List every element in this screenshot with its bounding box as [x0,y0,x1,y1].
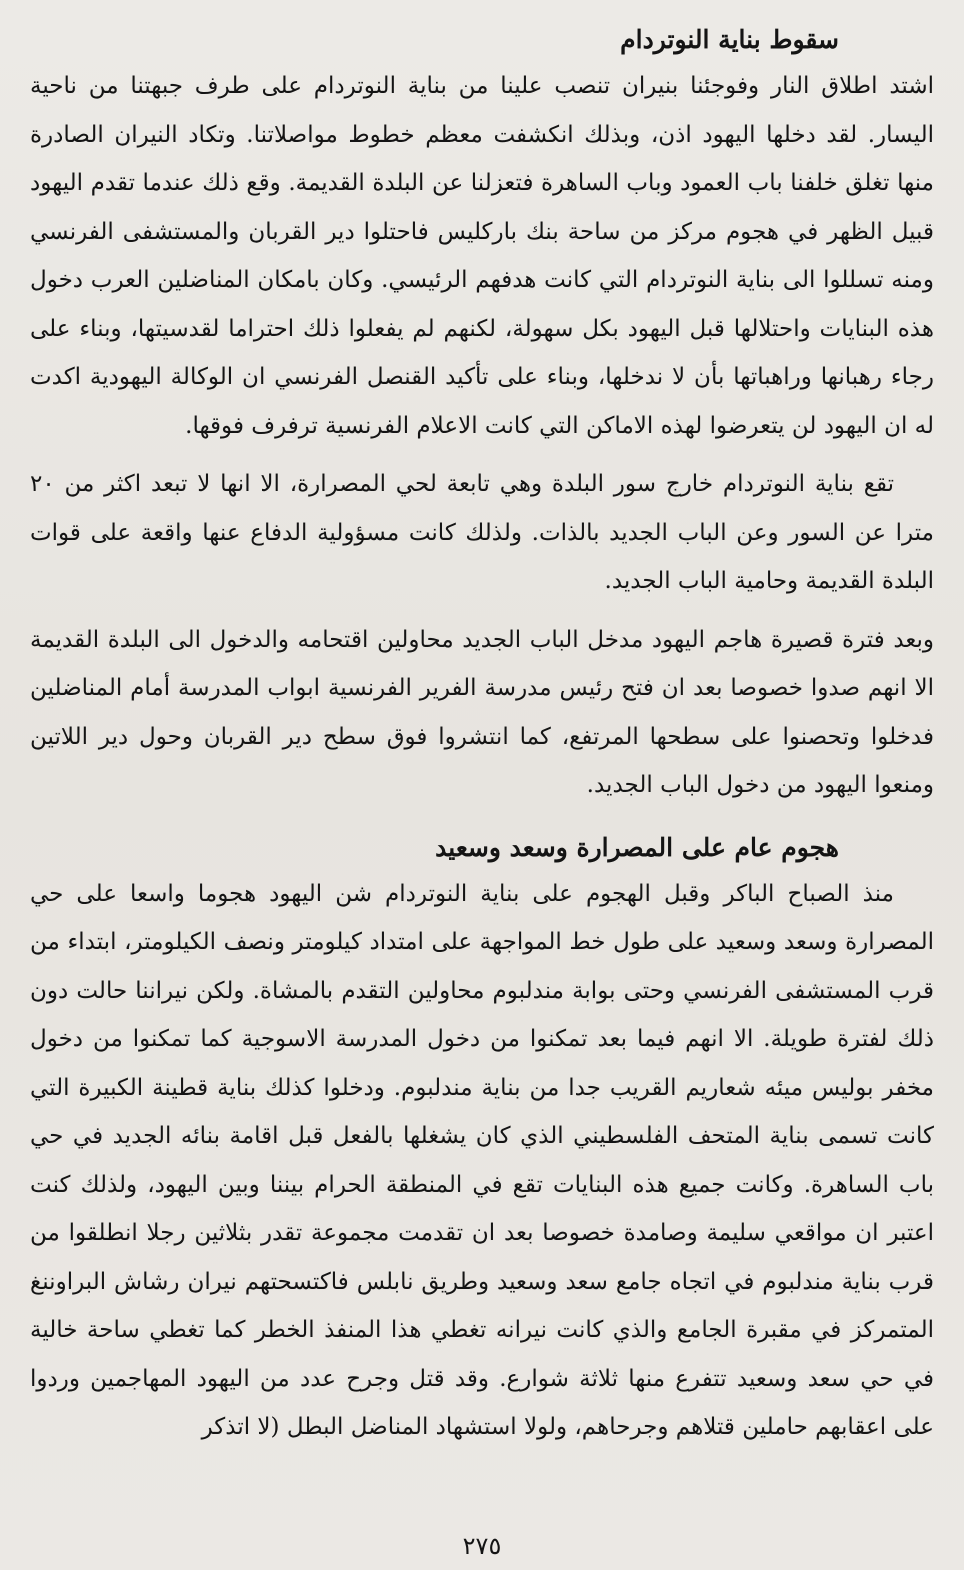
section-heading-general-attack: هجوم عام على المصرارة وسعد وسعيد [435,832,839,862]
paragraph: اشتد اطلاق النار وفوجئنا بنيران تنصب علينا من بناية النوتردام على طرف جبهتنا من ناحية اليسار. لقد دخلها اليهود اذن، وبذلك انكشفت معظم خطوط مواصلاتنا. وتكاد النيران الصادرة منها تغلق خلفنا باب العمود وباب الساهرة فتعزلنا عن البلدة القديمة. وقع ذلك عندما تقدم اليهود قبيل الظهر في هجوم مركز من ساحة بنك باركليس فاحتلوا دير القربان والمستشفى الفرنسي ومنه تسللوا الى بناية النوتردام التي كانت هدفهم الرئيسي. وكان بامكان المناضلين العرب دخول هذه البنايات واحتلالها قبل اليهود بكل سهولة، لكنهم لم يفعلوا ذلك احتراما لقدسيتها، وبناء على رجاء رهبانها وراهباتها بأن لا ندخلها، وبناء على تأكيد القنصل الفرنسي ان الوكالة اليهودية اكدت له ان اليهود لن يتعرضوا لهذه الاماكن التي كانت الاعلام الفرنسية ترفرف فوقها. [30,73,934,439]
page-number: ٢٧٥ [462,1532,502,1560]
paragraph: منذ الصباح الباكر وقبل الهجوم على بناية النوتردام شن اليهود هجوما واسعا على حي المصرارة وسعد وسعيد على طول خط المواجهة على امتداد كيلومتر ونصف الكيلومتر، ابتداء من قرب المستشفى الفرنسي وحتى بوابة مندلبوم محاولين التقدم بالمشاة. ولكن نيراننا حالت دون ذلك لفترة طويلة. الا انهم فيما بعد تمكنوا من دخول المدرسة الاسوجية كما تمكنوا من دخول مخفر بوليس ميئه شعاريم القريب جدا من بناية مندلبوم. ودخلوا كذلك بناية قطينة الكبيرة التي كانت تسمى بناية المتحف الفلسطيني الذي كان يشغلها بالفعل قبل اقامة بنائه الجديد في حي باب الساهرة. وكانت جميع هذه البنايات تقع في المنطقة الحرام بيننا وبين اليهود، ولذلك كنت اعتبر ان مواقعي سليمة وصامدة خصوصا بعد ان تقدمت مجموعة تقدر بثلاثين رجلا انطلقوا من قرب بناية مندلبوم في اتجاه جامع سعد وسعيد وطريق نابلس فاكتسحتهم نيران رشاش البراوننغ المتمركز في مقبرة الجامع والذي كانت نيرانه تغطي هذا المنفذ الخطر كما تغطي ساحة خالية في حي سعد وسعيد تتفرع منها ثلاثة شوارع. وقد قتل وجرح عدد من اليهود المهاجمين وردوا على اعقابهم حاملين قتلاهم وجرحاهم، ولولا استشهاد المناضل البطل (لا اتذكر [30,880,934,1440]
paragraph: وبعد فترة قصيرة هاجم اليهود مدخل الباب الجديد محاولين اقتحامه والدخول الى البلدة القديمة الا انهم صدوا خصوصا بعد ان فتح رئيس مدرسة الفرير الفرنسية ابواب المدرسة أمام المناضلين فدخلوا وتحصنوا على سطحها المرتفع، كما انتشروا فوق سطح دير القربان وحول دير اللاتين ومنعوا اليهود من دخول الباب الجديد. [30,626,934,798]
paragraph: تقع بناية النوتردام خارج سور البلدة وهي تابعة لحي المصرارة، الا انها لا تبعد اكثر من ٢٠ مترا عن السور وعن الباب الجديد بالذات. ولذلك كانت مسؤولية الدفاع عنها واقعة على قوات البلدة القديمة وحامية الباب الجديد. [30,471,934,594]
section-heading-notre-dame: سقوط بناية النوتردام [620,25,839,54]
